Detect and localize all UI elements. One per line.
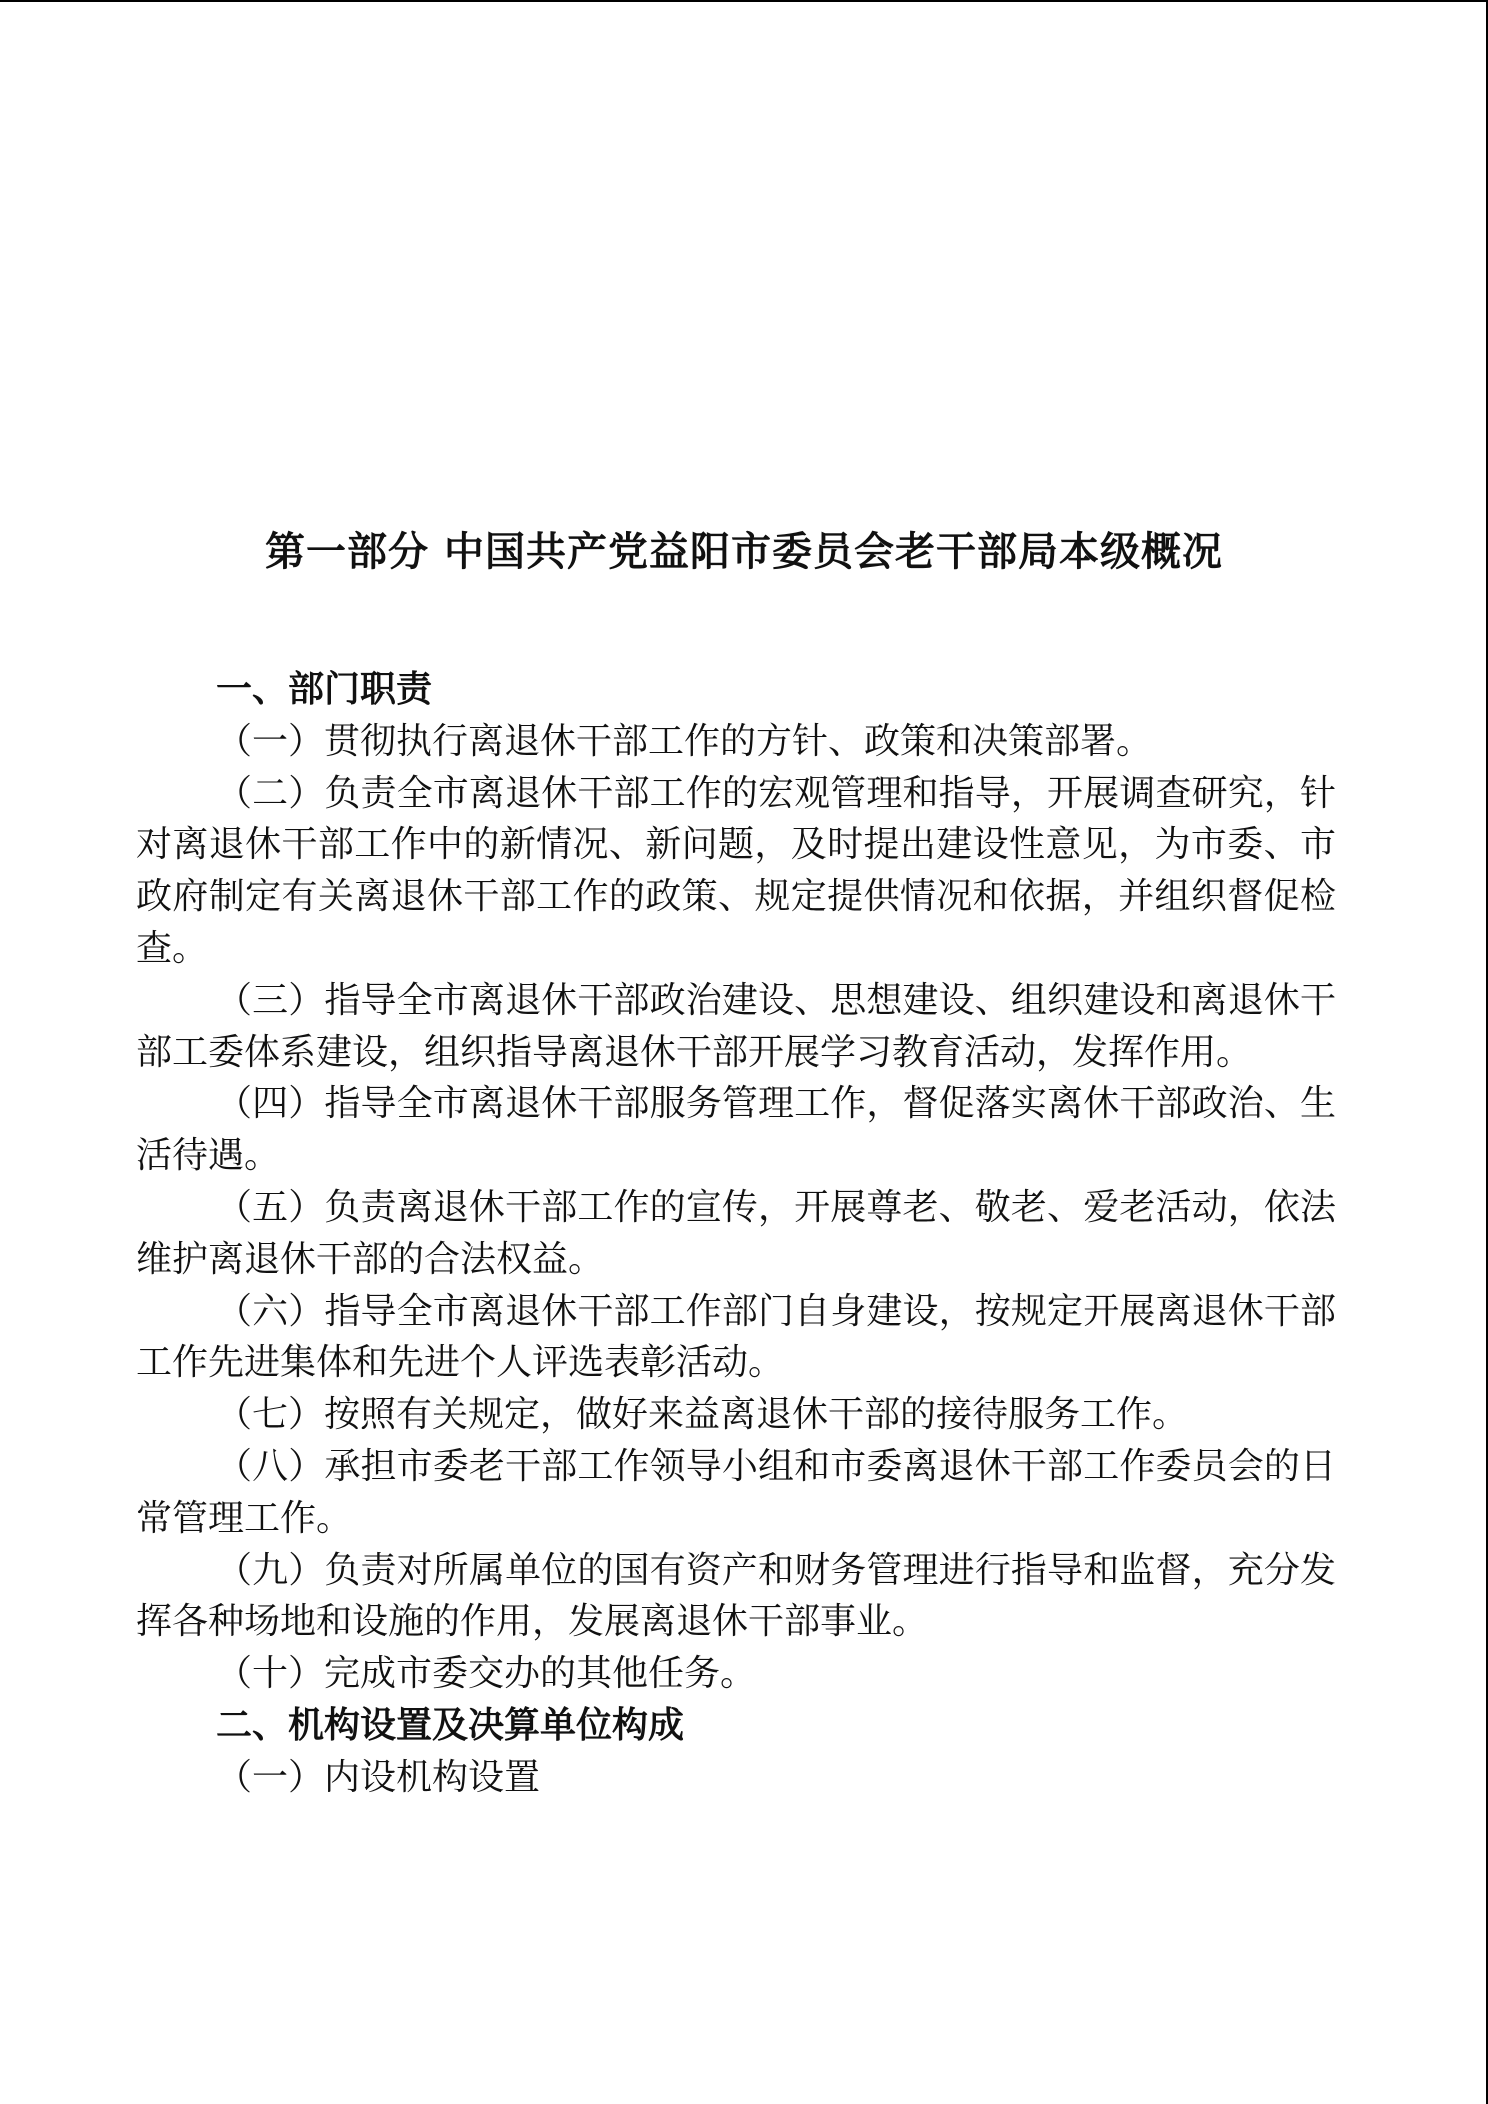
duty-paragraph: （九）负责对所属单位的国有资产和财务管理进行指导和监督，充分发挥各种场地和设施的作用，发展离退休干部事业。 xyxy=(136,1549,1336,1643)
section-heading-organization: 二、机构设置及决算单位构成 xyxy=(216,1704,685,1746)
duty-paragraph: （二）负责全市离退休干部工作的宏观管理和指导，开展调查研究，针对离退休干部工作中的新情况、新问题，及时提出建设性意见，为市委、市政府制定有关离退休干部工作的政策、规定提供情况和依据，并组织督促检查。 xyxy=(136,772,1336,969)
duty-paragraph: （七）按照有关规定，做好来益离退休干部的接待服务工作。 xyxy=(216,1394,1189,1436)
duty-paragraph: （十）完成市委交办的其他任务。 xyxy=(216,1653,757,1695)
duty-paragraph: （三）指导全市离退休干部政治建设、思想建设、组织建设和离退休干部工委体系建设，组织指导离退休干部开展学习教育活动，发挥作用。 xyxy=(136,979,1336,1073)
section-heading-duties: 一、部门职责 xyxy=(216,669,433,710)
document-body xyxy=(136,664,1336,1804)
duty-paragraph: （六）指导全市离退休干部工作部门自身建设，按规定开展离退休干部工作先进集体和先进个人评选表彰活动。 xyxy=(136,1290,1336,1384)
duty-paragraph: （一）贯彻执行离退休干部工作的方针、政策和决策部署。 xyxy=(216,720,1153,762)
duty-paragraph: （五）负责离退休干部工作的宣传，开展尊老、敬老、爱老活动，依法维护离退休干部的合法权益。 xyxy=(136,1186,1336,1280)
duty-paragraph: （八）承担市委老干部工作领导小组和市委离退休干部工作委员会的日常管理工作。 xyxy=(136,1445,1336,1539)
page-title: 第一部分 中国共产党益阳市委员会老干部局本级概况 xyxy=(265,529,1223,575)
subsection-heading: （一）内设机构设置 xyxy=(216,1756,541,1798)
duty-paragraph: （四）指导全市离退休干部服务管理工作，督促落实离休干部政治、生活待遇。 xyxy=(136,1083,1336,1177)
